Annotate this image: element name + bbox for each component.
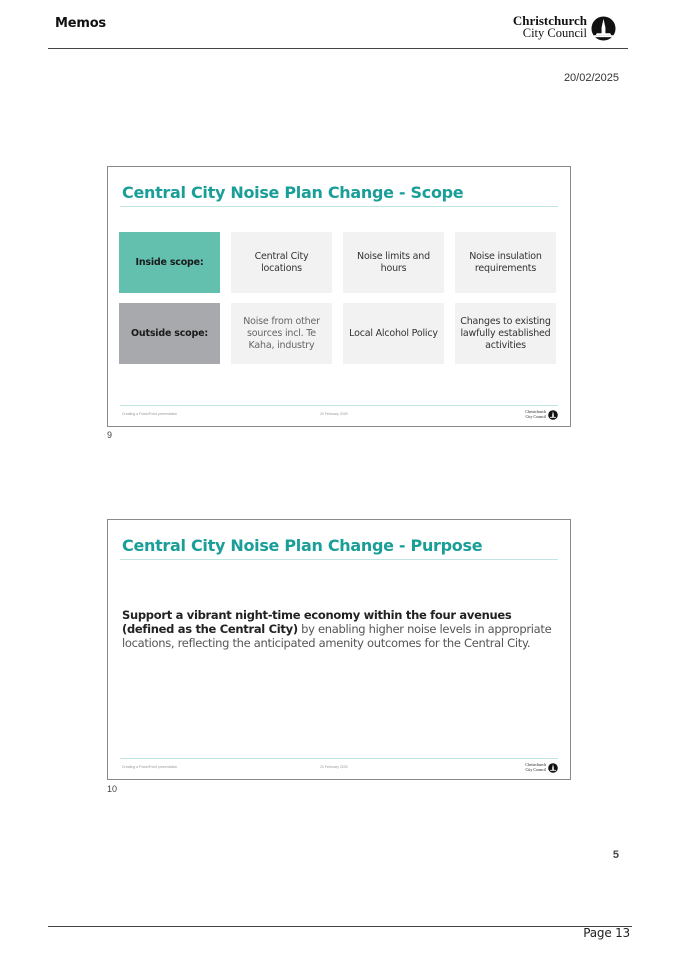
logo-line-2: City Council: [525, 413, 546, 419]
scope-item: Noise limits and hours: [343, 232, 444, 293]
logo-line-2: City Council: [522, 26, 587, 40]
cathedral-logo-icon: [591, 16, 616, 41]
scope-item: Noise insulation requirements: [455, 232, 556, 293]
scope-item: Central City locations: [231, 232, 332, 293]
slide-footer-left: Creating a PowerPoint presentation: [122, 765, 178, 769]
scope-item: Local Alcohol Policy: [343, 303, 444, 364]
slide-footer-left: Creating a PowerPoint presentation: [122, 412, 178, 416]
slide-title: Central City Noise Plan Change - Scope: [122, 183, 464, 202]
logo-line-2: City Council: [525, 766, 546, 772]
slide-logo: [520, 410, 558, 420]
section-page-number: 5: [612, 849, 619, 861]
slide-purpose: [107, 519, 571, 780]
header-divider: [48, 48, 628, 49]
title-divider: [120, 206, 558, 207]
slide-number: 9: [107, 430, 113, 440]
cathedral-logo-icon: [548, 410, 558, 420]
slide-scope: [107, 166, 571, 427]
logo-line-1: Christchurch: [512, 13, 587, 28]
title-divider: [120, 559, 558, 560]
slide-footer-date: 20 February 2025: [320, 412, 348, 416]
council-logo: [512, 15, 617, 45]
footer-divider: [120, 405, 558, 406]
footer-divider: [120, 758, 558, 759]
scope-item: Changes to existing lawfully established activities: [455, 303, 556, 364]
document-date: 20/02/2025: [563, 72, 619, 84]
logo-line-1: Christchurch: [525, 762, 546, 767]
purpose-statement: [122, 608, 558, 650]
slide-number: 10: [107, 784, 118, 794]
slide-title: Central City Noise Plan Change - Purpose: [122, 536, 483, 555]
scope-item: Noise from other sources incl. Te Kaha, industry: [231, 303, 332, 364]
purpose-bold: Support a vibrant night-time economy within the four avenues (defined as the Central City): [122, 608, 512, 636]
cathedral-logo-icon: [548, 763, 558, 773]
logo-line-1: Christchurch: [525, 409, 546, 414]
footer-divider: [48, 926, 632, 927]
document-header-title: Memos: [55, 16, 106, 31]
page-number: Page 13: [583, 926, 630, 940]
slide-footer-date: 20 February 2025: [320, 765, 348, 769]
outside-scope-label: Outside scope:: [119, 303, 220, 364]
inside-scope-label: Inside scope:: [119, 232, 220, 293]
slide-logo: [520, 763, 558, 773]
purpose-rest: by enabling higher noise levels in appropriate locations, reflecting the anticipated amenity outcomes for the Central City.: [122, 622, 552, 650]
